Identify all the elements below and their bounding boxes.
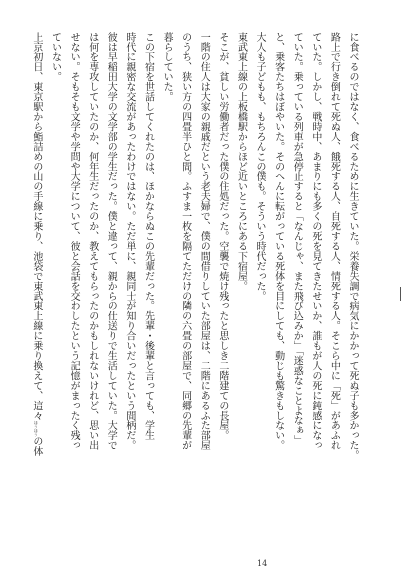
text-line: 路上で行き倒れて死ぬ人、餓死する人、自死する人、情死する人。そこら中に「死」があふれ — [328, 32, 340, 451]
text-line: 時代に親密な交流があったわけではない。ただ単に、親同士が知り合いだったという間柄だ。 — [123, 32, 135, 451]
text-line: そこが、貧しい労働者だった僕の住処だった。空襲で焼け残ったと思しき二階建ての長屋。 — [216, 32, 228, 441]
text-line: この下宿を世話してくれたのは、ほかならぬこの先輩だった。先輩・後輩と言っても、学生 — [142, 32, 154, 441]
edge-mark — [400, 287, 401, 301]
text-line: 東武東上線の上板橋駅からほど近いところにある下宿屋。 — [235, 32, 247, 291]
text-line: 一階の住人は大家の親戚だという老夫婦で、僕の間借りしていた部屋は、二階にあるふた部屋 — [198, 32, 210, 451]
text-line: は何を専攻していたのか、何年生だったのか、教えてもらったのかもしれないけれど、思い出 — [86, 32, 98, 451]
text-line: 彼は早稲田大学の文学部の学生だった。僕と違って、親からの仕送りで生活していた。大学で — [105, 32, 117, 451]
text-line: 暮らしていた。 — [161, 32, 173, 102]
text-line: のうち、狭い方の四畳半ひと間。ふすま一枚を隔てただけの隣の六畳の部屋で、同郷の先輩が — [179, 32, 191, 451]
vertical-text-body — [26, 32, 361, 558]
text-line: ていた。しかし、戦時中、あまりにも多くの死を見てきたせいか、誰もが人の死に鈍感になっ — [309, 32, 321, 451]
text-line: ていた。乗っている列車が急停止すると「なんじゃ、また飛び込みか」「迷惑なことよなぁ」 — [291, 32, 303, 446]
page-number: 14 — [257, 559, 268, 568]
ruby-annotation: ほうほう — [33, 420, 39, 437]
text-line: せない。そもそも文学や学問や大学について、彼と会話を交わしたという記憶がまったく残っ — [68, 32, 80, 451]
text-line: に食べるのではなく、食べるために生きていた。栄養失調で病気にかかって死ぬ子も多かった。 — [347, 32, 358, 461]
text-line: 大人も子どもも、もちろんこの僕も。そういう時代だった。 — [254, 32, 266, 301]
text-line: 上京初日、東京駅から鮨詰めの山の手線に乗り、池袋で東武東上線に乗り換えて、這々ほうほうの体 — [30, 32, 42, 457]
text-line: と、乗客たちはぼやいた。そのへんに転がっている死体を目にしても、動じも驚きもしない。 — [272, 32, 284, 451]
text-line: ていない。 — [49, 32, 61, 82]
